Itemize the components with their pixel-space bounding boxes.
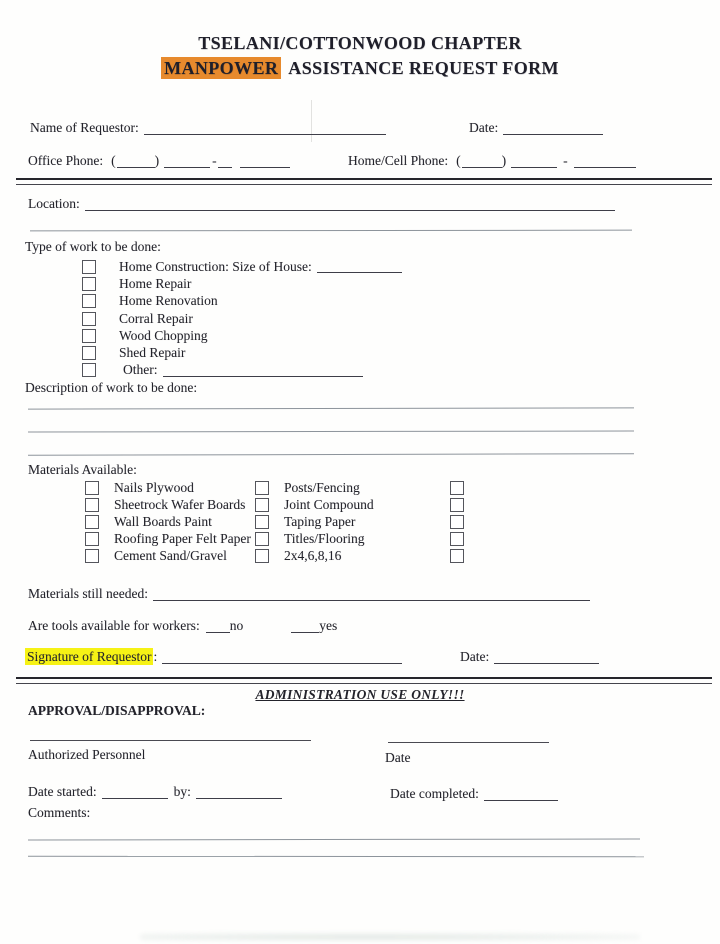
work-type-row-other <box>82 362 402 379</box>
signature-label-highlight: Signature of Requestor <box>27 649 152 664</box>
material-label-titles-flooring: Titles/Flooring <box>284 531 365 547</box>
home-phone-area-field[interactable] <box>462 155 502 168</box>
work-type-row-home-construction <box>82 258 402 275</box>
by-field[interactable] <box>196 786 282 799</box>
checkbox-joint-compound[interactable] <box>255 498 269 512</box>
name-of-requestor-row <box>30 119 386 137</box>
signature-date-label: Date: <box>460 649 490 664</box>
checkbox-posts-fencing[interactable] <box>255 481 269 495</box>
signature-date-field[interactable] <box>494 651 599 664</box>
work-type-label-home-repair: Home Repair <box>119 275 192 291</box>
checkbox-nails-plywood[interactable] <box>85 481 99 495</box>
tools-yes-label: yes <box>319 618 338 633</box>
date-started-field[interactable] <box>102 786 168 799</box>
comments-line-2[interactable] <box>28 856 644 858</box>
materials-still-needed-field[interactable] <box>153 588 590 601</box>
date-started-row <box>28 783 282 801</box>
work-type-row-shed-repair <box>82 344 402 361</box>
checkbox-extra-3[interactable] <box>450 515 464 529</box>
description-line-1[interactable] <box>28 407 634 409</box>
checkbox-home-repair[interactable] <box>82 277 96 291</box>
office-phone-group <box>28 152 290 170</box>
checkbox-wood-chopping[interactable] <box>82 329 96 343</box>
work-type-label-wood-chopping: Wood Chopping <box>119 327 208 343</box>
work-type-row-corral-repair <box>82 310 402 327</box>
material-label-joint-compound: Joint Compound <box>284 496 374 512</box>
home-phone-close-paren: ) <box>501 153 507 168</box>
manpower-highlight: MANPOWER <box>161 57 281 79</box>
material-label-posts-fencing: Posts/Fencing <box>284 479 360 495</box>
materials-column-1 <box>85 479 251 565</box>
location-label: Location: <box>28 196 80 211</box>
home-phone-line-field[interactable] <box>574 155 636 168</box>
work-type-label-home-construction: Home Construction: Size of House: <box>119 258 312 274</box>
material-row-nails-plywood <box>85 479 251 496</box>
material-row-cement-sand-gravel <box>85 548 251 565</box>
comments-label: Comments: <box>28 805 91 820</box>
material-row-extra-5 <box>450 548 479 565</box>
office-phone-line-short-field[interactable] <box>218 155 232 168</box>
material-row-extra-1 <box>450 479 479 496</box>
checkbox-extra-5[interactable] <box>450 549 464 563</box>
checkbox-wall-boards-paint[interactable] <box>85 515 99 529</box>
work-type-label-other: Other: <box>123 362 158 378</box>
authorized-personnel-signature-line[interactable] <box>30 740 311 741</box>
description-section-label: Description of work to be done: <box>25 380 198 395</box>
name-of-requestor-field[interactable] <box>144 122 386 135</box>
office-phone-label: Office Phone: <box>28 153 104 168</box>
description-line-3[interactable] <box>28 453 634 456</box>
material-row-extra-2 <box>450 496 479 513</box>
checkbox-2x4[interactable] <box>255 549 269 563</box>
date-started-label: Date started: <box>28 784 97 799</box>
request-date-group <box>469 119 603 137</box>
material-label-cement-sand-gravel: Cement Sand/Gravel <box>114 548 227 564</box>
form-title-line1: TSELANI/COTTONWOOD CHAPTER <box>198 33 522 53</box>
work-type-section-label: Type of work to be done: <box>25 239 161 254</box>
material-row-taping-paper <box>255 513 374 530</box>
materials-column-3 <box>450 479 479 565</box>
work-type-label-corral-repair: Corral Repair <box>119 310 193 326</box>
office-phone-open-paren: ( <box>111 153 116 168</box>
description-line-2[interactable] <box>28 430 634 432</box>
material-row-joint-compound <box>255 496 374 513</box>
checkbox-extra-1[interactable] <box>450 481 464 495</box>
work-type-row-home-repair <box>82 275 402 292</box>
work-type-list <box>82 258 402 379</box>
home-phone-open-paren: ( <box>456 153 461 168</box>
tools-question-label: Are tools available for workers: <box>28 618 200 633</box>
checkbox-taping-paper[interactable] <box>255 515 269 529</box>
tools-no-label: no <box>229 618 244 633</box>
material-row-posts-fencing <box>255 479 374 496</box>
signature-row <box>25 648 402 666</box>
material-row-roofing-paper-felt-paper <box>85 531 251 548</box>
checkbox-other[interactable] <box>82 363 96 377</box>
signature-date-group <box>460 648 599 666</box>
material-row-sheetrock-wafer-boards <box>85 496 251 513</box>
materials-column-2 <box>255 479 374 565</box>
materials-still-needed-row <box>28 585 590 603</box>
form-title-line2 <box>0 58 720 79</box>
material-label-taping-paper: Taping Paper <box>284 513 356 529</box>
checkbox-home-renovation[interactable] <box>82 294 96 308</box>
name-of-requestor-label: Name of Requestor: <box>30 120 139 135</box>
checkbox-home-construction[interactable] <box>82 260 96 274</box>
date-completed-group <box>390 785 558 803</box>
home-phone-prefix-field[interactable] <box>511 155 557 168</box>
form-title-line2-rest: ASSISTANCE REQUEST FORM <box>288 58 559 78</box>
request-date-label: Date: <box>469 120 499 135</box>
office-phone-dash: - <box>212 153 217 168</box>
home-phone-label: Home/Cell Phone: <box>348 153 449 168</box>
material-row-extra-3 <box>450 513 479 530</box>
checkbox-corral-repair[interactable] <box>82 312 96 326</box>
material-label-roofing-paper-felt-paper: Roofing Paper Felt Paper <box>114 531 251 547</box>
material-label-wall-boards-paint: Wall Boards Paint <box>114 513 212 529</box>
material-row-wall-boards-paint <box>85 513 251 530</box>
section-divider-double-rule-top <box>16 178 712 185</box>
checkbox-cement-sand-gravel[interactable] <box>85 549 99 563</box>
signature-colon: : <box>153 649 158 664</box>
tools-no-field[interactable] <box>206 620 230 633</box>
location-row <box>28 195 615 213</box>
checkbox-extra-2[interactable] <box>450 498 464 512</box>
tools-question-row <box>28 617 337 635</box>
home-phone-group <box>348 152 636 170</box>
comments-line-1[interactable] <box>28 838 640 840</box>
material-label-nails-plywood: Nails Plywood <box>114 479 194 495</box>
work-type-row-home-renovation <box>82 293 402 310</box>
office-phone-line-field[interactable] <box>240 155 290 168</box>
office-phone-close-paren: ) <box>154 153 160 168</box>
material-row-extra-4 <box>450 531 479 548</box>
checkbox-extra-4[interactable] <box>450 532 464 546</box>
office-phone-prefix-field[interactable] <box>164 155 210 168</box>
checkbox-sheetrock-wafer-boards[interactable] <box>85 498 99 512</box>
size-of-house-field[interactable] <box>317 260 402 273</box>
request-date-field[interactable] <box>503 122 603 135</box>
work-type-label-home-renovation: Home Renovation <box>119 293 218 309</box>
scan-smudge-artifact <box>140 933 640 941</box>
date-completed-field[interactable] <box>484 788 558 801</box>
work-type-row-wood-chopping <box>82 327 402 344</box>
materials-still-needed-label: Materials still needed: <box>28 586 148 601</box>
date-completed-label: Date completed: <box>390 786 479 801</box>
admin-date-line[interactable] <box>388 742 549 743</box>
other-work-field[interactable] <box>163 364 363 377</box>
home-phone-dash: - <box>563 153 568 168</box>
authorized-personnel-label: Authorized Personnel <box>28 747 146 762</box>
section-divider-double-rule-admin <box>16 677 712 684</box>
location-section-rule <box>30 230 632 232</box>
office-phone-area-field[interactable] <box>117 155 155 168</box>
checkbox-roofing-paper-felt-paper[interactable] <box>85 532 99 546</box>
by-label: by: <box>173 784 191 799</box>
checkbox-shed-repair[interactable] <box>82 346 96 360</box>
signature-field[interactable] <box>162 651 402 664</box>
admin-date-label: Date <box>385 750 411 765</box>
material-label-2x4: 2x4,6,8,16 <box>284 548 342 564</box>
material-label-sheetrock-wafer-boards: Sheetrock Wafer Boards <box>114 496 246 512</box>
tools-yes-field[interactable] <box>291 620 319 633</box>
work-type-label-shed-repair: Shed Repair <box>119 345 186 361</box>
materials-section-label: Materials Available: <box>28 462 137 477</box>
material-row-titles-flooring <box>255 531 374 548</box>
checkbox-titles-flooring[interactable] <box>255 532 269 546</box>
material-row-2x4 <box>255 548 374 565</box>
approval-label: APPROVAL/DISAPPROVAL: <box>28 703 206 718</box>
admin-banner-text: ADMINISTRATION USE ONLY!!! <box>255 687 465 702</box>
admin-banner-row <box>0 686 720 704</box>
location-field[interactable] <box>85 198 615 211</box>
